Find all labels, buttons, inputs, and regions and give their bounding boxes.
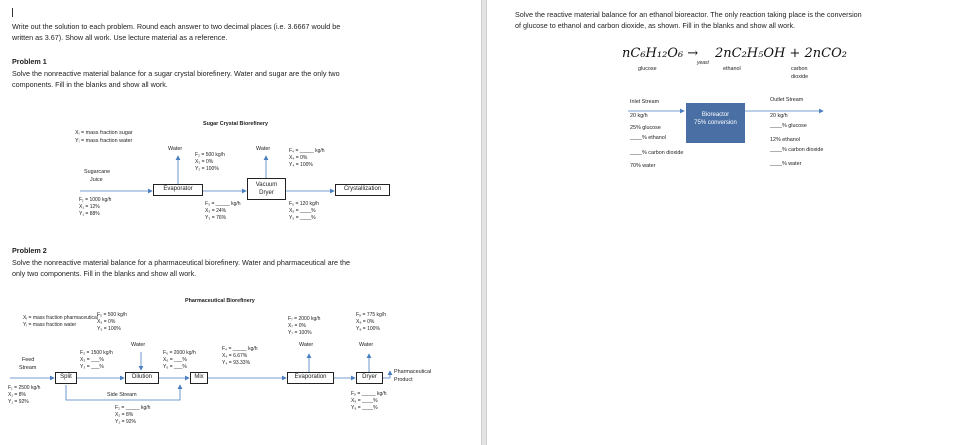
problem1-desc-line1: Solve the nonreactive material balance for a sugar crystal biorefinery. Water and sugar are the only two <box>12 69 340 78</box>
problem2-f7-x: X₇ = 0% <box>288 323 306 329</box>
dilution-unit: Dilution <box>125 372 159 384</box>
outlet-carbon-dioxide: ____% carbon dioxide <box>770 147 824 153</box>
problem1-f4-y: Y₄ = 100% <box>289 162 313 168</box>
problem2-product-label2: Product <box>394 377 413 383</box>
problem2-heading: Problem 2 <box>12 246 47 255</box>
problem1-f5-rate: F₅ = 120 kg/h <box>289 201 319 207</box>
problem1-f2-y: Y₂ = 100% <box>195 166 219 172</box>
problem2-product-label: Pharmaceutical <box>394 369 432 375</box>
problem1-f5-x: X₅ = ____% <box>289 208 316 214</box>
problem2-f2-y: Y₂ = 92% <box>115 419 136 425</box>
problem2-f4-x: X₄ = 6.67% <box>222 353 248 359</box>
problem2-feed-label: Feed <box>22 357 35 363</box>
problem2-f7-y: Y₇ = 100% <box>288 330 312 336</box>
problem2-f9-y: Y₉ = ____% <box>351 405 378 411</box>
problem2-f8-y: Y₈ = 100% <box>356 326 380 332</box>
problem2-f5-rate: F₅ = 500 kg/h <box>97 312 127 318</box>
problem2-legend-water: Yᵢ = mass fraction water <box>23 322 77 328</box>
problem1-heading: Problem 1 <box>12 57 47 66</box>
problem1-f3-y: Y₃ = 76% <box>205 215 227 221</box>
problem2-feed-label2: Stream <box>19 365 37 371</box>
problem1-f4-rate: F₄ = _____ kg/h <box>289 148 325 154</box>
problem2-f1-rate: F₁ = 2500 kg/h <box>8 385 41 391</box>
problem2-f1-y: Y₁ = 92% <box>8 399 29 405</box>
outlet-stream-title: Outlet Stream <box>770 97 804 103</box>
problem1-diagram-title: Sugar Crystal Biorefinery <box>203 121 269 127</box>
problem1-feed-name2: Juice <box>90 177 103 183</box>
mix-unit: Mix <box>190 372 208 384</box>
problem2-f2-x: X₂ = 8% <box>115 412 134 418</box>
outlet-rate: 20 kg/h <box>770 113 788 119</box>
problem1-feed-name: Sugarcane <box>84 169 111 175</box>
inlet-ethanol: ____% ethanol <box>630 135 666 141</box>
instructions-line2: written as 3.67). Show all work. Use lecture material as a reference. <box>12 33 228 42</box>
problem1-f3-rate: F₃ = _____ kg/h <box>205 201 241 207</box>
evaporation-unit: Evaporation <box>287 372 334 384</box>
problem2-f5-y: Y₅ = 100% <box>97 326 121 332</box>
problem2-f9-rate: F₉ = _____ kg/h <box>351 391 387 397</box>
problem2-f8-x: X₈ = 0% <box>356 319 375 325</box>
problem2-f6-x: X₆ = ___% <box>163 357 187 363</box>
problem1-water2-label: Water <box>256 146 271 152</box>
reaction-catalyst: yeast <box>697 60 709 66</box>
problem2-f4-y: Y₄ = 93.33% <box>222 360 251 366</box>
dryer-unit: Dryer <box>356 372 383 384</box>
problem2-side-stream-label: Side Stream <box>107 392 137 398</box>
problem2-f1-x: X₁ = 8% <box>8 392 26 398</box>
inlet-water: 70% water <box>630 163 656 169</box>
problem2-diagram-title: Pharmaceutical Biorefinery <box>185 298 255 304</box>
problem1-legend-sugar: Xᵢ = mass fraction sugar <box>75 130 133 136</box>
problem2-f8-rate: F₈ = 775 kg/h <box>356 312 387 318</box>
inlet-rate: 20 kg/h <box>630 113 648 119</box>
problem2-f3-y: Y₃ = ___% <box>80 364 104 370</box>
problem3-flow-arrows <box>487 0 970 445</box>
problem2-f7-rate: F₇ = 2000 kg/h <box>288 316 321 322</box>
label-ethanol: ethanol <box>723 66 741 72</box>
problem2-f3-rate: F₃ = 1500 kg/h <box>80 350 113 356</box>
problem1-f1-rate: F₁ = 1000 kg/h <box>79 197 112 203</box>
problem2-legend-pharma: Xᵢ = mass fraction pharmaceutical <box>23 315 98 321</box>
problem1-legend-water: Yᵢ = mass fraction water <box>75 138 133 144</box>
problem2-f6-rate: F₆ = 2000 kg/h <box>163 350 196 356</box>
instructions-line1: Write out the solution to each problem. Round each answer to two decimal places (i.e. 3.6667 would be <box>12 22 341 31</box>
problem2-desc-line2: only two components. Fill in the blanks and show all work. <box>12 269 197 278</box>
problem1-f3-x: X₃ = 24% <box>205 208 227 214</box>
problem1-f5-y: Y₅ = ____% <box>289 215 316 221</box>
problem2-desc-line1: Solve the nonreactive material balance for a pharmaceutical biorefinery. Water and pharmaceutical are the <box>12 258 350 267</box>
problem1-desc-line2: components. Fill in the blanks and show all work. <box>12 80 168 89</box>
problem2-f5-x: X₅ = 0% <box>97 319 116 325</box>
crystallization-unit: Crystallization <box>335 184 390 196</box>
outlet-water: ____% water <box>770 161 802 167</box>
evaporator-unit: Evaporator <box>153 184 203 196</box>
problem2-f2-rate: F₂ = _____ kg/h <box>115 405 151 411</box>
bioreactor-unit <box>686 103 745 143</box>
problem1-water1-label: Water <box>168 146 183 152</box>
problem1-f4-x: X₄ = 0% <box>289 155 308 161</box>
vacuum-dryer-unit: Vacuum Dryer <box>247 178 286 200</box>
problem2-f9-x: X₉ = ____% <box>351 398 378 404</box>
problem1-f2-x: X₂ = 0% <box>195 159 214 165</box>
reaction-equation-rhs: 2nC₂H₅OH + 2nCO₂ <box>715 46 847 61</box>
problem1-f1-x: X₁ = 12% <box>79 204 100 210</box>
problem2-f3-x: X₃ = ___% <box>80 357 104 363</box>
problem3-desc-line1: Solve the reactive material balance for an ethanol bioreactor. The only reaction taking place is the conversion <box>515 10 862 19</box>
label-carbon-dioxide: carbon <box>791 66 808 72</box>
worksheet-page-left <box>0 0 481 445</box>
label-carbon-dioxide2: dioxide <box>791 74 809 80</box>
problem2-water-dilution-label: Water <box>131 342 146 348</box>
problem3-desc-line2: of glucose to ethanol and carbon dioxide, as shown. Fill in the blanks and show all work. <box>515 21 796 30</box>
label-glucose: glucose <box>638 66 657 72</box>
outlet-glucose: ____% glucose <box>770 123 807 129</box>
inlet-glucose: 25% glucose <box>630 125 661 131</box>
problem1-f1-y: Y₁ = 88% <box>79 211 100 217</box>
worksheet-page-right <box>487 0 970 445</box>
problem2-water-evap-label: Water <box>299 342 314 348</box>
reaction-equation-lhs: nC₆H₁₂O₆ → <box>622 46 699 61</box>
problem2-water-dry-label: Water <box>359 342 374 348</box>
bioreactor-label: Bioreactor <box>701 112 730 118</box>
inlet-carbon-dioxide: ____% carbon dioxide <box>630 150 684 156</box>
outlet-ethanol: 12% ethanol <box>770 137 800 143</box>
bioreactor-conversion: 75% conversion <box>694 120 737 126</box>
split-unit: Split <box>55 372 77 384</box>
problem2-f4-rate: F₄ = _____ kg/h <box>222 346 258 352</box>
problem1-f2-rate: F₂ = 500 kg/h <box>195 152 225 158</box>
inlet-stream-title: Inlet Stream <box>630 99 660 105</box>
problem2-f6-y: Y₆ = ___% <box>163 364 187 370</box>
